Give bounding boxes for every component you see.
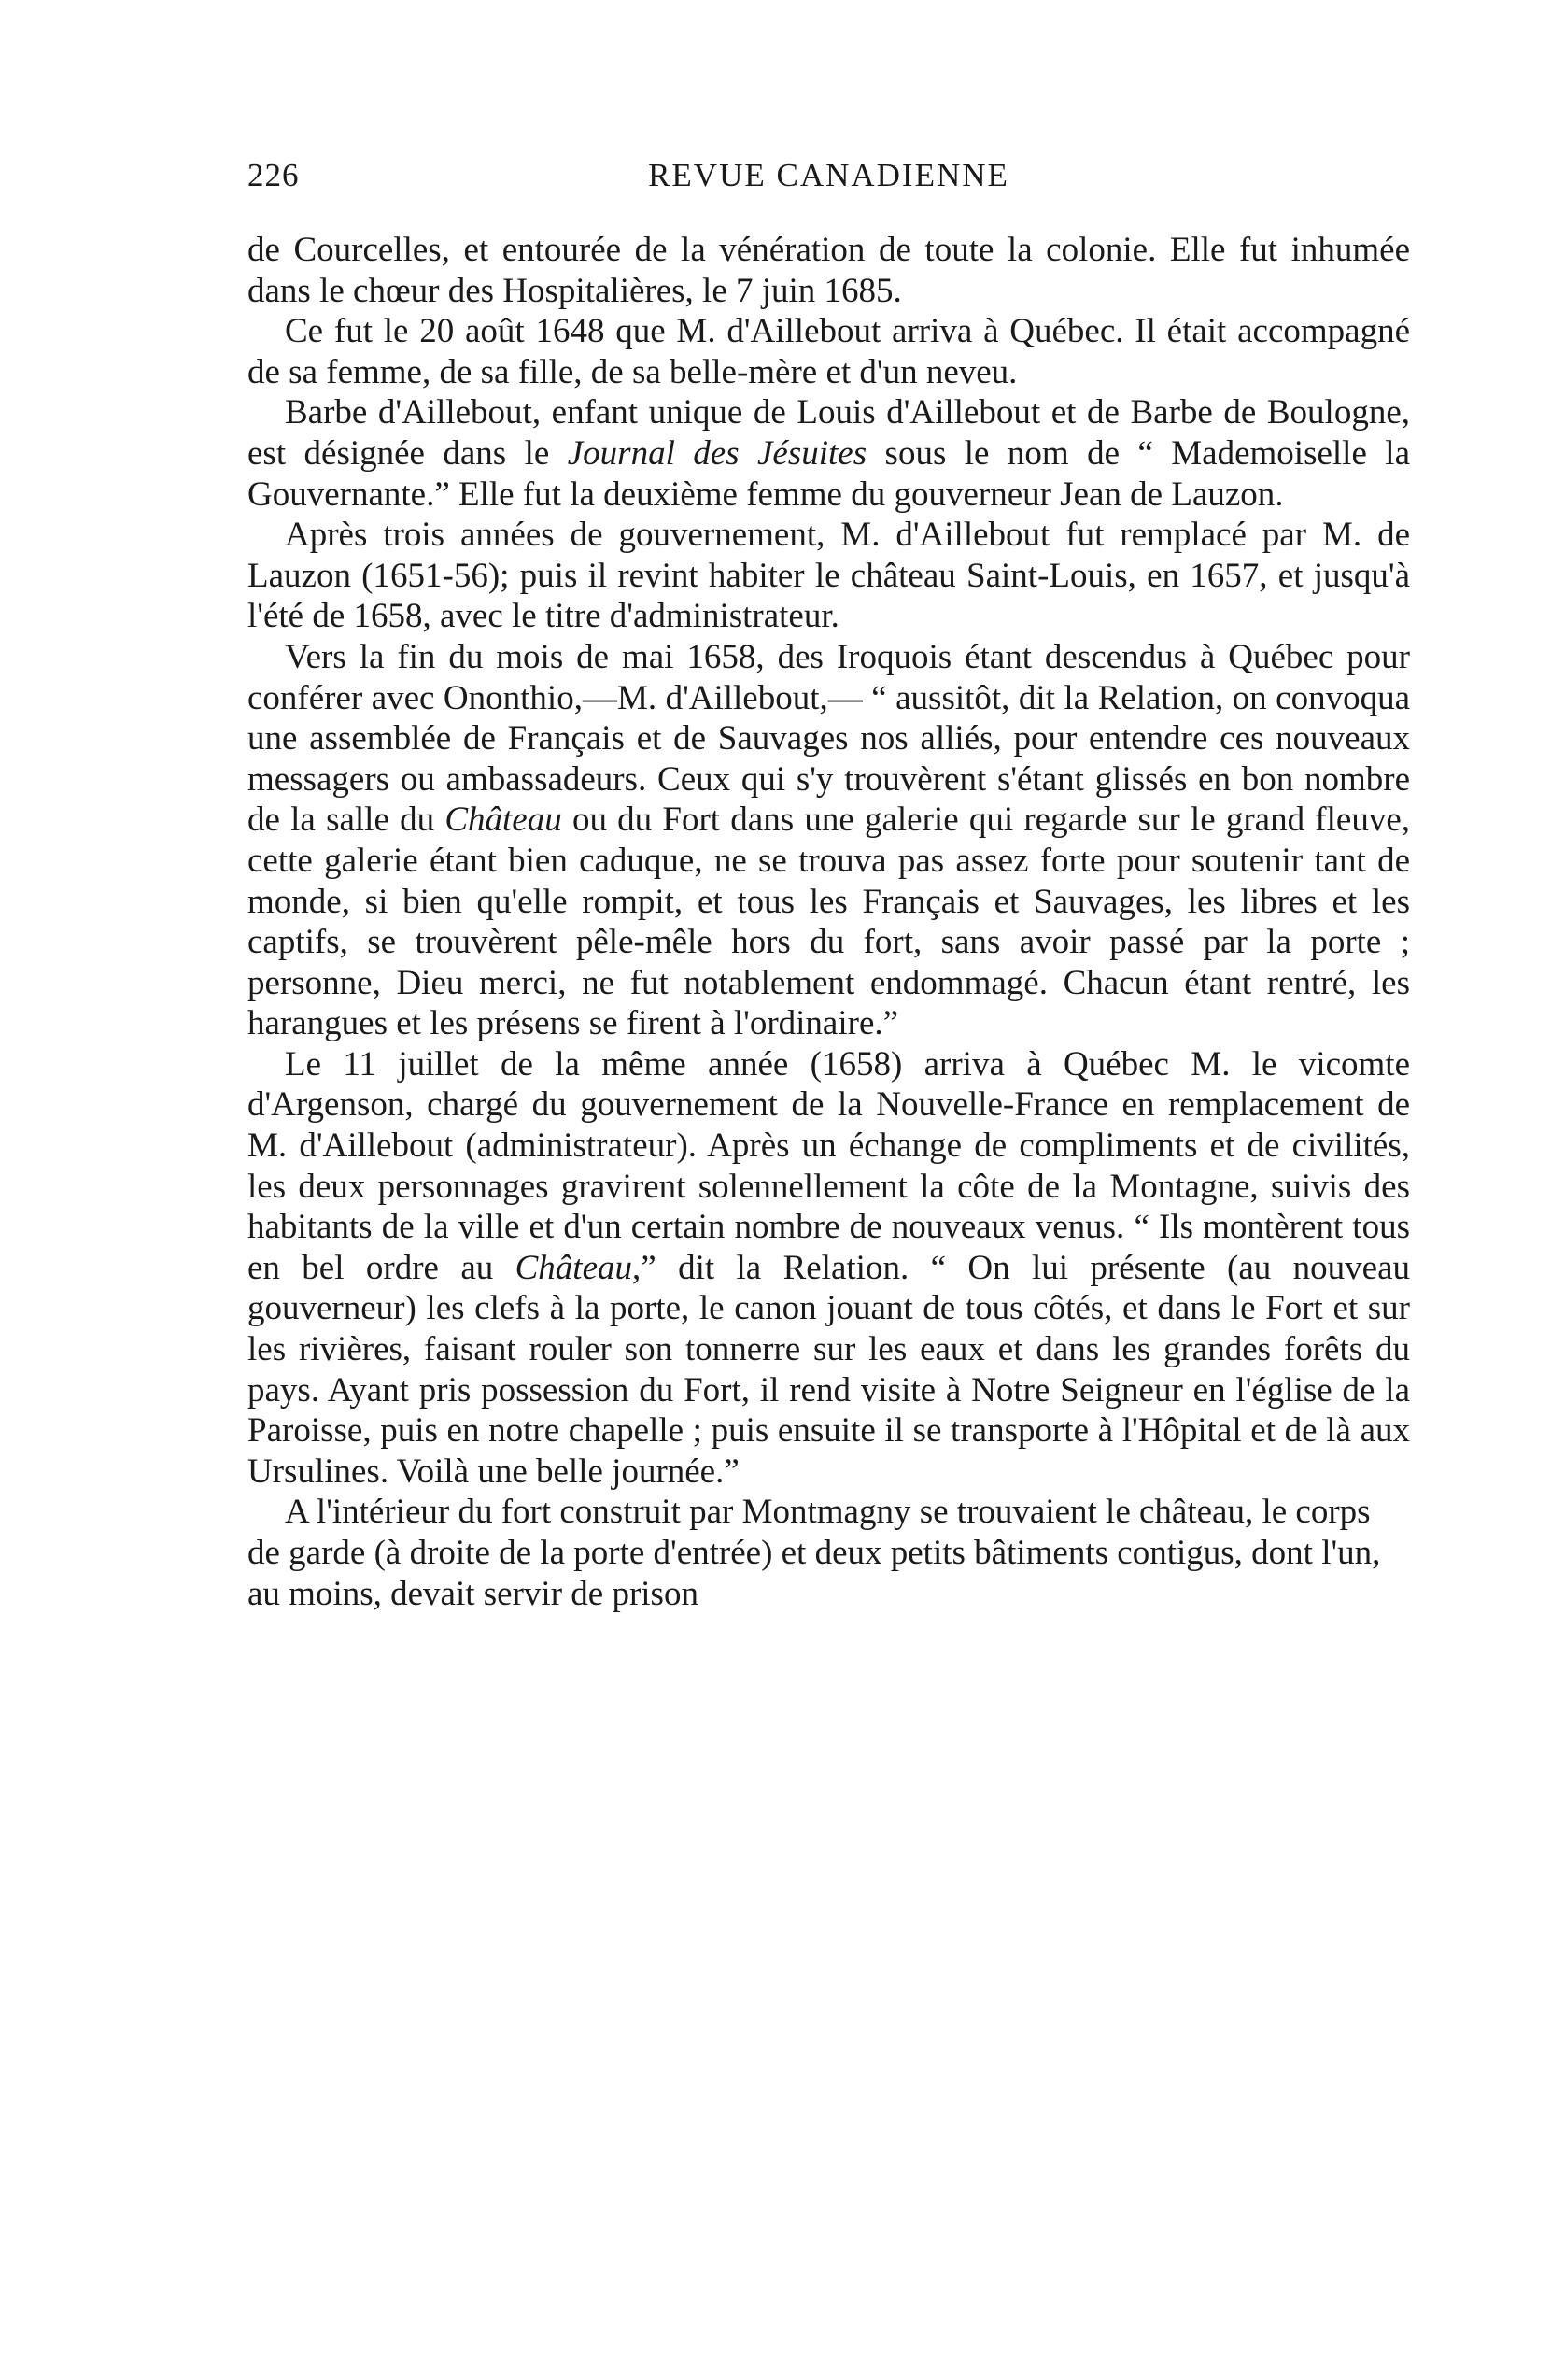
paragraph — [247, 392, 1410, 515]
paragraph — [247, 1044, 1410, 1493]
paragraph-text: de Courcelles, et entourée de la vénération de toute la colonie. Elle fut inhumée dans le chœur des Hospitalières, le 7 juin 1685. — [247, 231, 1410, 310]
paragraph-text: Ce fut le 20 août 1648 que M. d'Aillebout arriva à Québec. Il était accompagné de sa femme, de sa fille, de sa belle-mère et d'un neveu. — [247, 312, 1410, 391]
paragraph — [247, 515, 1410, 637]
paragraph-text: ou du Fort dans une galerie qui regarde sur le grand fleuve, cette galerie étant bien caduque, ne se trouva pas assez forte pour soutenir tant de monde, si bien qu'elle rompit, et tous les Français et Sauvages, les libres et les captifs, se trouvèrent pêle-mêle hors du fort, sans avoir passé par la porte ; personne, Dieu merci, ne fut notablement endommagé. Chacun étant rentré, les harangues et les présens se firent à l'ordinaire.” — [247, 800, 1411, 1043]
paragraph-text: Vers la fin du mois de mai 1658, des Iroquois étant descendus à Québec pour conférer avec Ononthio,—M. d'Aillebout,— “ aussitôt, dit la Relation, on convoqua une assemblée de Français et de Sauvages nos alliés, pour entendre ces nouveaux messagers ou ambassadeurs. Ceux qui s'y trouvèrent s'étant glissés en bon nombre de la salle du — [247, 637, 1410, 840]
paragraph-text: ,” dit la Relation. “ On lui présente (au nouveau gouverneur) les clefs à la porte, le canon jouant de tous côtés, et dans le Fort et sur les rivières, faisant rouler son tonnerre sur les eaux et dans les grandes forêts du pays. Ayant pris possession du Fort, il rend visite à Notre Seigneur en l'église de la Paroisse, puis en notre chapelle ; puis ensuite il se transporte à l'Hôpital et de là aux Ursulines. Voilà une belle journée.” — [247, 1248, 1410, 1491]
italic-title-text: Château — [515, 1248, 633, 1287]
running-head — [247, 149, 1410, 202]
paragraph-text: Le 11 juillet de la même année (1658) arriva à Québec M. le vicomte d'Argenson, chargé du gouvernement de la Nouvelle-France en remplacement de M. d'Aillebout (administrateur). Après un échange de compliments et de civilités, les deux personnages gravirent solennellement la côte de la Montagne, suivis des habitants de la ville et d'un certain nombre de nouveaux venus. “ Ils montèrent tous en bel ordre au — [247, 1044, 1410, 1287]
paragraph-text: Barbe d'Aillebout, enfant unique de Louis d'Aillebout et de Barbe de Boulogne, est désignée dans le — [247, 393, 1410, 473]
paragraph — [247, 230, 1410, 311]
paragraph-text: A l'intérieur du fort construit par Montmagny se trouvaient le château, le corps de garde (à droite de la porte d'entrée) et deux petits bâtiments contigus, dont l'un, au moins, devait servir de prison — [247, 1493, 1381, 1613]
paragraph-text: sous le nom de “ Mademoiselle la Gouvernante.” Elle fut la deuxième femme du gouverneur Jean de Lauzon. — [247, 433, 1411, 514]
page-number: 226 — [247, 157, 300, 193]
paragraph-text: Après trois années de gouvernement, M. d'Aillebout fut remplacé par M. de Lauzon (1651-56); puis il revint habiter le château Saint-Louis, en 1657, et jusqu'à l'été de 1658, avec le titre d'administrateur. — [247, 516, 1410, 636]
body-text — [247, 230, 1410, 1614]
journal-title: REVUE CANADIENNE — [648, 157, 1009, 193]
italic-title-text: Journal des Jésuites — [567, 433, 867, 473]
italic-title-text: Château — [444, 800, 562, 840]
paragraph — [247, 311, 1410, 392]
paragraph — [247, 1492, 1410, 1614]
paragraph — [247, 637, 1410, 1044]
